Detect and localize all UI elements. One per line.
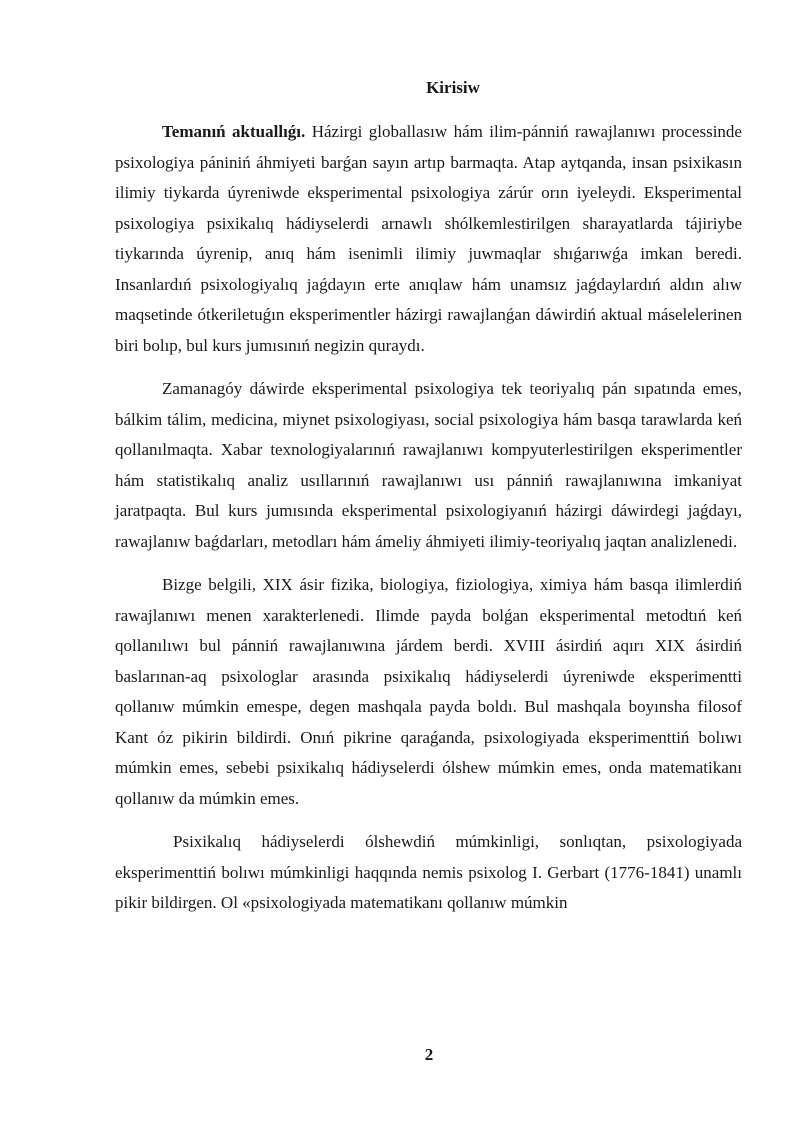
paragraph-text: Házirgi globallasıw hám ilim-pánniń rawajlanıwı processinde psixologiya pániniń áhmiyeti barǵan sayın artıp barmaqta. Atap aytqanda, insan psixikasın ilimiy tiykarda úyreniwde eksperimental psixologiya zárúr orın iyeleydi. Eksperimental psixologiya psixikalıq hádiyselerdi arnawlı shólkemlestirilgen sharayatlarda tájiriybe tiykarında úyrenip, anıq hám isenimli ilimiy juwmaqlar shıǵarıwǵa imkan beredi. Insanlardıń psixologiyalıq jaǵdayın erte anıqlaw hám unamsız jaǵdaylardıń aldın alıw maqsetinde ótkeriletuǵın eksperimentler házirgi rawajlanǵan dáwirdiń aktual máselelerinen biri bolıp, bul kurs jumısınıń negizin quraydı. (115, 122, 742, 355)
page-number: 2 (424, 1045, 434, 1064)
paragraph-gerbart (115, 827, 742, 919)
paragraph-modern-era (115, 374, 742, 557)
paragraph-lead-title: Temanıń aktuallıǵı. (162, 122, 306, 141)
paragraph-text: Zamanagóy dáwirde eksperimental psixologiya tek teoriyalıq pán sıpatında emes, bálkim tálim, medicina, miynet psixologiyası, social psixologiya hám basqa tarawlarda keń qollanılmaqta. Xabar texnologiyalarınıń rawajlanıwı kompyuterlestirilgen eksperimentler hám statistikalıq analiz usıllarınıń rawajlanıwı usı pánniń rawajlanıwına imkaniyat jaratpaqta. Bul kurs jumısında eksperimental psixologiyanıń házirgi dáwirdegi jaǵdayı, rawajlanıw baǵdarları, metodları hám ámeliy áhmiyeti ilimiy-teoriyalıq jaqtan analizlenedi. (115, 379, 742, 551)
document-body (115, 117, 742, 932)
paragraph-text: Psixikalıq hádiyselerdi ólshewdiń múmkinligi, sonlıqtan, psixologiyada eksperimenttiń bolıwı múmkinligi haqqında nemis psixolog I. Gerbart (1776-1841) unamlı pikir bildirgen. Ol «psixologiyada matematikanı qollanıw múmkin (115, 832, 742, 912)
section-heading: Kirisiw (426, 78, 480, 97)
paragraph-nineteenth-century (115, 570, 742, 814)
paragraph-text: Bizge belgili, XIX ásir fizika, biologiya, fiziologiya, ximiya hám basqa ilimlerdiń rawajlanıwı menen xarakterlenedi. Ilimde payda bolǵan eksperimental metodtıń keń qollanılıwı bul pánniń rawajlanıwına járdem berdi. XVIII ásirdiń aqırı XIX ásirdiń baslarınan-aq psixologlar arasında psixikalıq hádiyselerdi úyreniwde eksperimentti qollanıw múmkin emespe, degen mashqala payda boldı. Bul mashqala boyınsha filosof Kant óz pikirin bildirdi. Onıń pikrine qaraǵanda, psixologiyada eksperimenttiń bolıwı múmkin emes, sebebi psixikalıq hádiyselerdi ólshew múmkin emes, onda matematikanı qollanıw da múmkin emes. (115, 575, 742, 808)
paragraph-relevance (115, 117, 742, 361)
